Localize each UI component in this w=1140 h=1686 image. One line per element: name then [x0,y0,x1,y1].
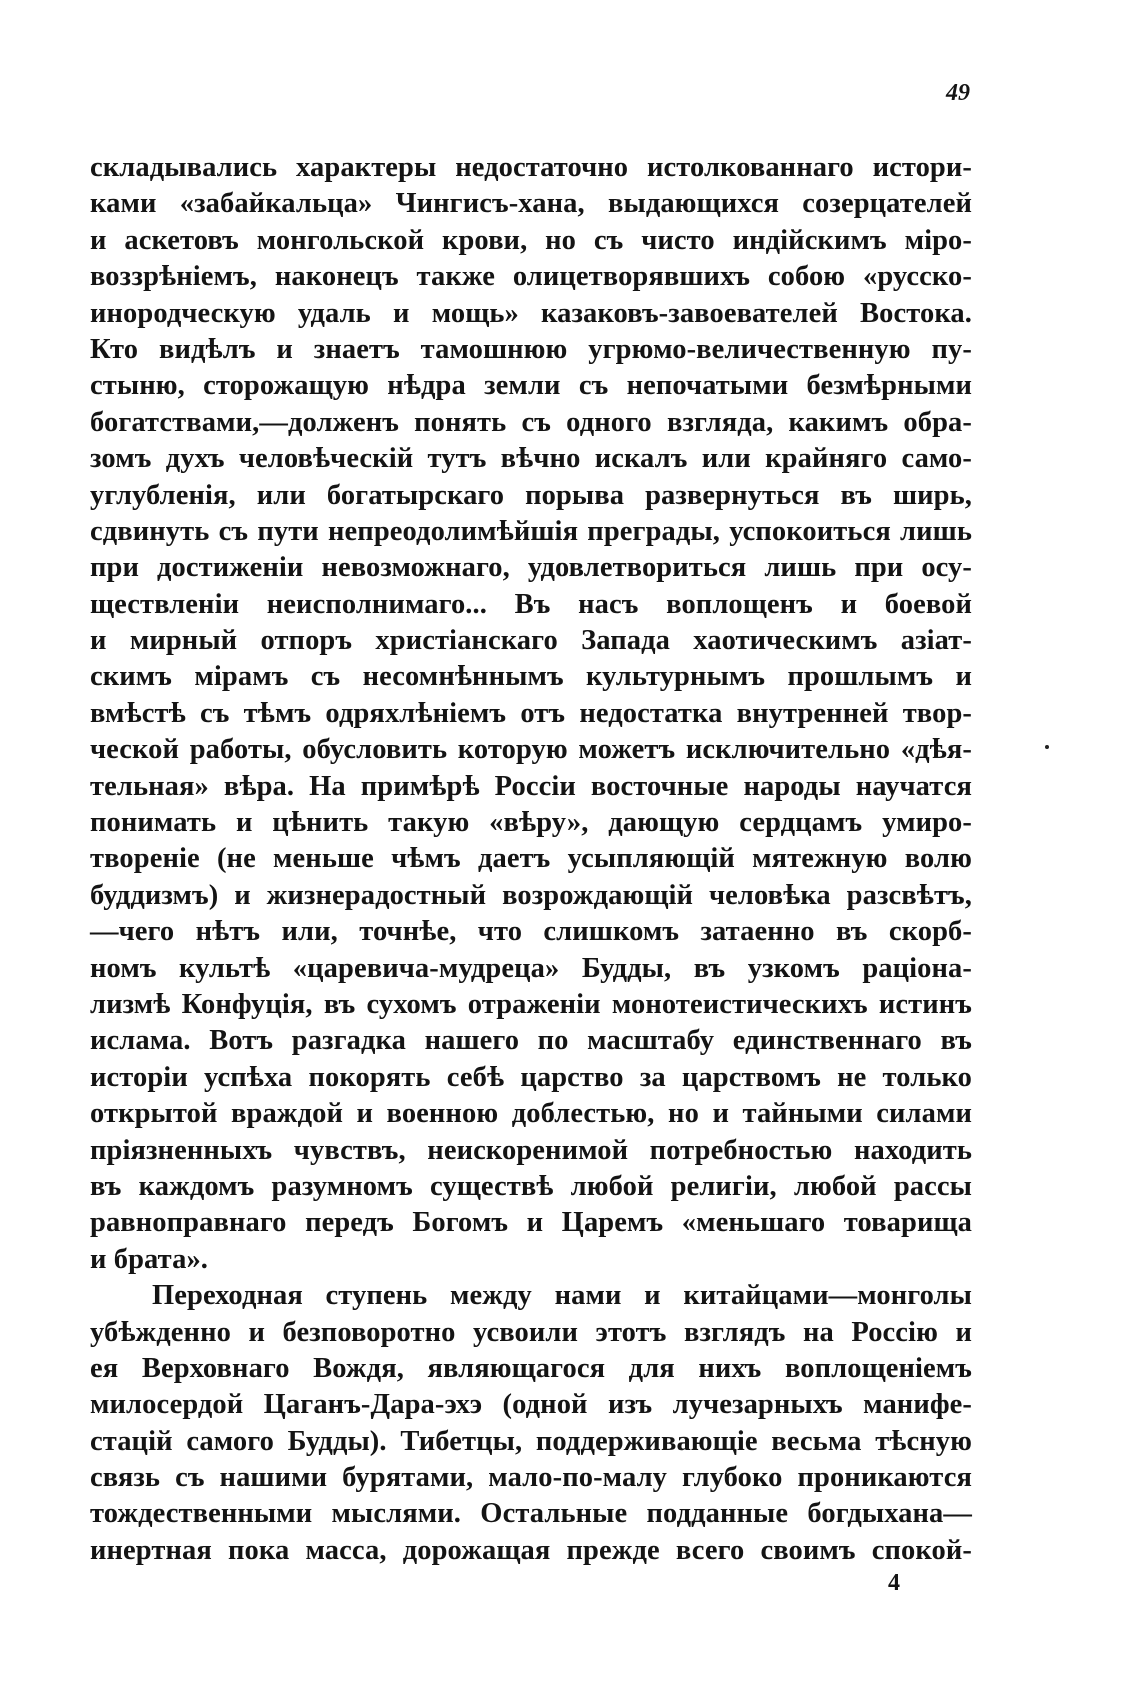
text-line: буддизмъ) и жизнерадостный возрождающій человѣка разсвѣтъ, [90,879,972,911]
body-text [90,150,972,1569]
text-line: и брата». [90,1243,209,1275]
text-line: Переходная ступень между нами и китайцами—монголы [152,1280,972,1312]
text-line: понимать и цѣнить такую «вѣру», дающую сердцамъ умиро- [90,807,972,839]
text-line: ислама. Вотъ разгадка нашего по масштабу единственнаго въ [90,1025,972,1057]
text-line: складывались характеры недостаточно истолкованнаго истори- [90,152,972,183]
text-line: инородческую удаль и мощь» казаковъ-завоевателей Востока. [90,297,972,329]
text-line: при достиженіи невозможнаго, удовлетвориться лишь при осу- [90,552,972,584]
text-line: богатствами,—долженъ понять съ одного взгляда, какимъ обра- [90,406,972,438]
text-line: и аскетовъ монгольской крови, но съ чисто индійскимъ міро- [90,224,972,256]
text-line: ществленіи неисполнимаго... Въ насъ воплощенъ и боевой [90,588,972,620]
text-line: ея Верховнаго Вождя, являющагося для нихъ воплощеніемъ [90,1352,972,1384]
text-line: сдвинуть съ пути непреодолимѣйшія преграды, успокоиться лишь [90,515,972,547]
text-line: —чего нѣтъ или, точнѣе, что слишкомъ затаенно въ скорб- [90,916,972,948]
text-line: зомъ духъ человѣческій тутъ вѣчно искалъ или крайняго само- [90,443,972,475]
text-line: пріязненныхъ чувствъ, неискоренимой потребностью находить [90,1134,972,1166]
page-number: 49 [946,80,970,106]
text-line: открытой враждой и военною доблестью, но и тайными силами [90,1098,972,1130]
text-line: вмѣстѣ съ тѣмъ одряхлѣніемъ отъ недостатка внутренней твор- [90,697,972,729]
text-line: равноправнаго передъ Богомъ и Царемъ «меньшаго товарища [90,1207,972,1239]
text-line: стыню, сторожащую нѣдра земли съ непочатыми безмѣрными [90,370,972,402]
text-line: углубленія, или богатырскаго порыва развернуться въ ширь, [90,479,972,511]
text-line: исторіи успѣха покорять себѣ царство за царствомъ не только [90,1061,972,1093]
text-line: ческой работы, обусловить которую можетъ исключительно «дѣя- [90,734,972,766]
text-line: номъ культѣ «царевича-мудреца» Будды, въ узкомъ раціона- [90,952,972,984]
paragraph-1 [90,150,972,1278]
scan-speck [1045,745,1049,749]
text-line: ками «забайкальца» Чингисъ-хана, выдающихся созерцателей [90,188,972,220]
text-line: милосердой Цаганъ-Дара-эхэ (одной изъ лучезарныхъ манифе- [90,1389,972,1421]
text-line: тождественными мыслями. Остальные подданные богдыхана— [90,1498,972,1530]
signature-mark: 4 [888,1570,900,1596]
text-line: и мирный отпоръ христіанскаго Запада хаотическимъ азіат- [90,625,972,657]
text-line: стацій самого Будды). Тибетцы, поддерживающіе весьма тѣсную [90,1425,972,1457]
text-line: лизмѣ Конфуція, въ сухомъ отраженіи монотеистическихъ истинъ [90,988,972,1020]
text-line: скимъ мірамъ съ несомнѣннымъ культурнымъ прошлымъ и [90,661,972,693]
text-line: убѣжденно и безповоротно усвоили этотъ взглядъ на Россію и [90,1316,972,1348]
text-line: воззрѣніемъ, наконецъ также олицетворявшихъ собою «русско- [90,261,972,293]
paragraph-2 [90,1278,972,1569]
text-line: Кто видѣлъ и знаетъ тамошнюю угрюмо-величественную пу- [90,333,972,365]
text-line: связь съ нашими бурятами, мало-по-малу глубоко проникаются [90,1462,972,1494]
text-line: твореніе (не меньше чѣмъ даетъ усыпляющій мятежную волю [90,843,972,875]
text-line: инертная пока масса, дорожащая прежде всего своимъ спокой- [90,1534,972,1566]
text-line: тельная» вѣра. На примѣрѣ Россіи восточные народы научатся [90,770,972,802]
text-line: въ каждомъ разумномъ существѣ любой религіи, любой рассы [90,1170,972,1202]
